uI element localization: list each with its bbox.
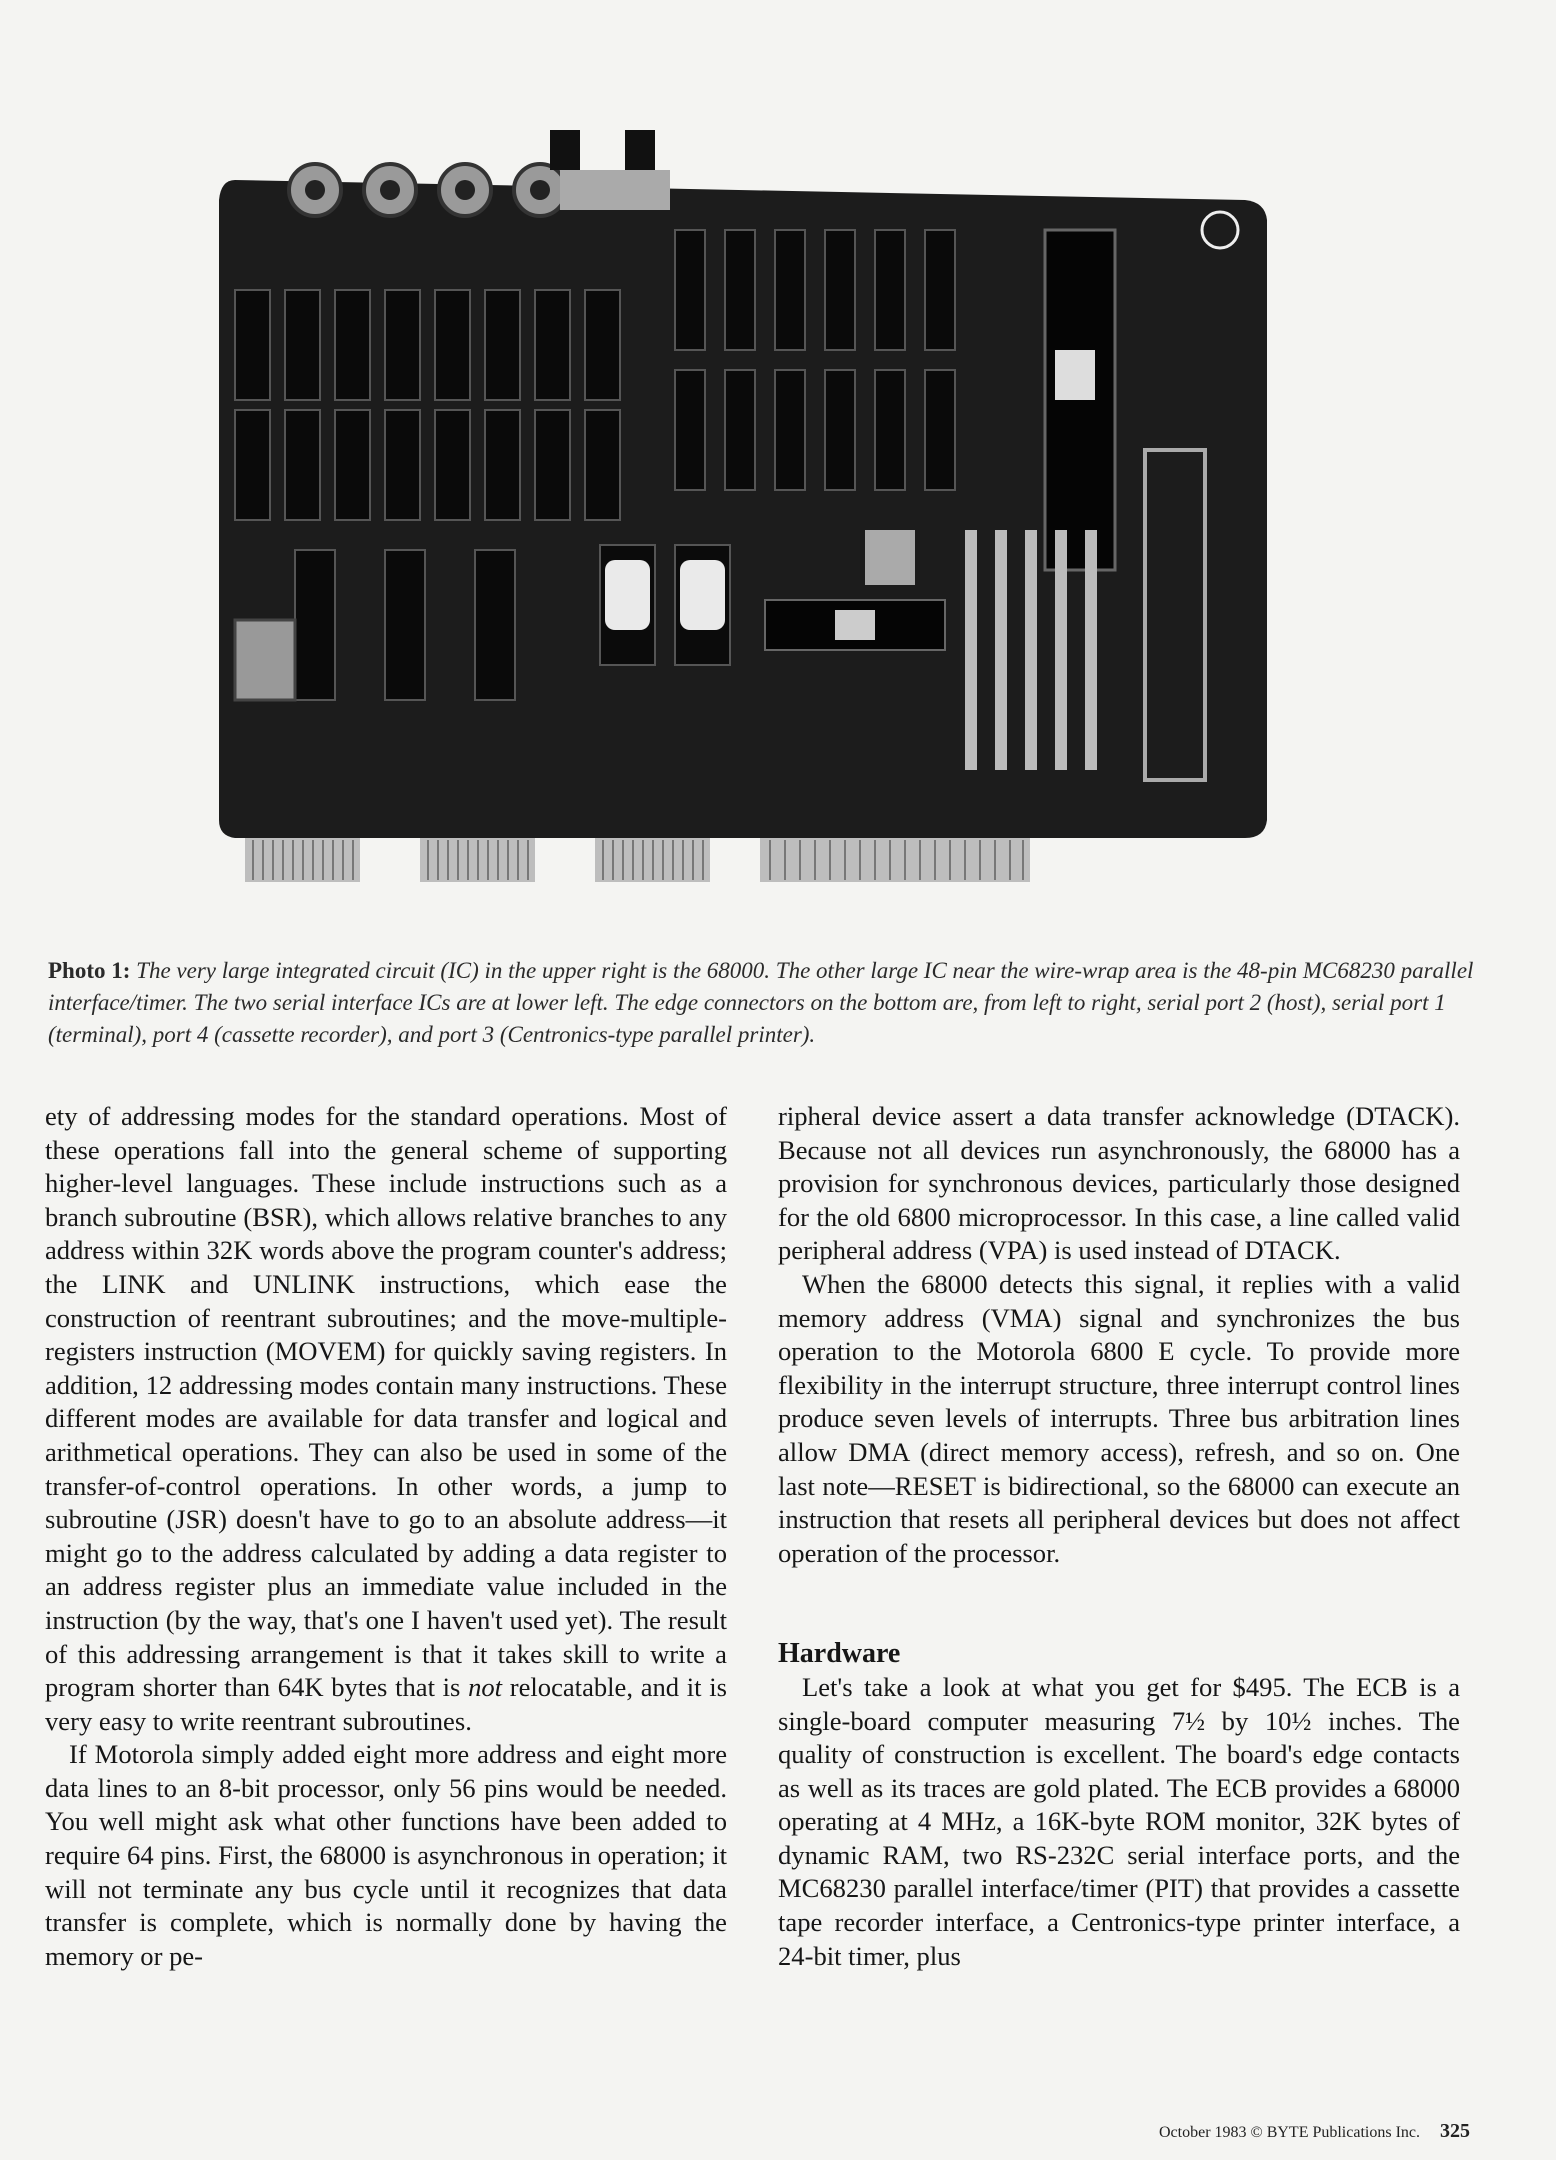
caption-text: The very large integrated circuit (IC) in the upper right is the 68000. The other large IC near the wire-wrap area is the 48-pin MC68230 parallel interface/timer. The two serial interface ICs are at lower left. The edge connectors on the bottom are, from left to right, serial port 2 (host), serial port 1 (terminal), port 4 (cassette recorder), and port 3 (Centronics-type parallel printer). bbox=[48, 958, 1474, 1047]
right-paragraph-1: ripheral device assert a data transfer acknowledge (DTACK). Because not all devices run asynchronously, the 68000 has a provision for synchronous devices, particularly those designed for the old 6800 microprocessor. In this case, a line called valid peripheral address (VPA) is used instead of DTACK. bbox=[778, 1101, 1460, 1266]
emphasis-not: not bbox=[468, 1672, 503, 1703]
left-paragraph-1: ety of addressing modes for the standard operations. Most of these operations fall into the general scheme of supporting higher-level languages. These include instructions such as a branch subroutine (BSR), which allows relative branches to any address within 32K words above the program counter's address; the LINK and UNLINK instructions, which ease the construction of reentrant subroutines; and the move-multiple-registers instruction (MOVEM) for quickly saving registers. In addition, 12 addressing modes contain many instructions. These different modes are available for data transfer and logical and arithmetical operations. They can also be used in some of the transfer-of-control operations. In other words, a jump to subroutine (JSR) doesn't have to go to an absolute address—it might go to the address calculated by adding a data register to an address register plus an immediate value included in the instruction (by the way, that's one I haven't used yet). The result of this addressing arrangement is that it takes skill to write a program shorter than 64K bytes that is not relocatable, and it is very easy to write reentrant subroutines. bbox=[45, 1101, 727, 1736]
left-paragraph-2: If Motorola simply added eight more address and eight more data lines to an 8-bit processor, only 56 pins would be needed. You well might ask what other functions have been added to require 64 pins. First, the 68000 is asynchronous in operation; it will not terminate any bus cycle until it recognizes that data transfer is complete, which is normally done by having the memory or pe- bbox=[45, 1739, 727, 1971]
right-paragraph-2: When the 68000 detects this signal, it replies with a valid memory address (VMA) signal and synchronizes the bus operation to the Motorola 6800 E cycle. To provide more flexibility in the interrupt structure, three interrupt control lines produce seven levels of interrupts. Three bus arbitration lines allow DMA (direct memory access), refresh, and so on. One last note—RESET is bidirectional, so the 68000 can execute an instruction that resets all peripheral devices but does not affect operation of the processor. bbox=[778, 1268, 1460, 1568]
right-paragraph-3: Let's take a look at what you get for $495. The ECB is a single-board computer measuring 7½ by 10½ inches. The quality of construction is excellent. The board's edge contacts as well as its traces are gold plated. The ECB provides a 68000 operating at 4 MHz, a 16K-byte ROM monitor, 32K bytes of dynamic RAM, two RS-232C serial interface ports, and the MC68230 parallel interface/timer (PIT) that provides a cassette tape recorder interface, a Centronics-type printer interface, a 24-bit timer, plus bbox=[778, 1671, 1460, 1971]
left-column bbox=[45, 1100, 727, 1973]
right-column bbox=[778, 1100, 1460, 1973]
footer-issue: October 1983 © BYTE Publications Inc. bbox=[1159, 2124, 1420, 2141]
page-footer bbox=[1000, 2120, 1470, 2143]
circuit-board-photo bbox=[205, 120, 1285, 890]
photo-caption bbox=[48, 955, 1474, 1051]
page-number: 325 bbox=[1440, 2120, 1470, 2142]
caption-label: Photo 1: bbox=[48, 958, 131, 983]
section-heading-hardware: Hardware bbox=[778, 1638, 901, 1670]
